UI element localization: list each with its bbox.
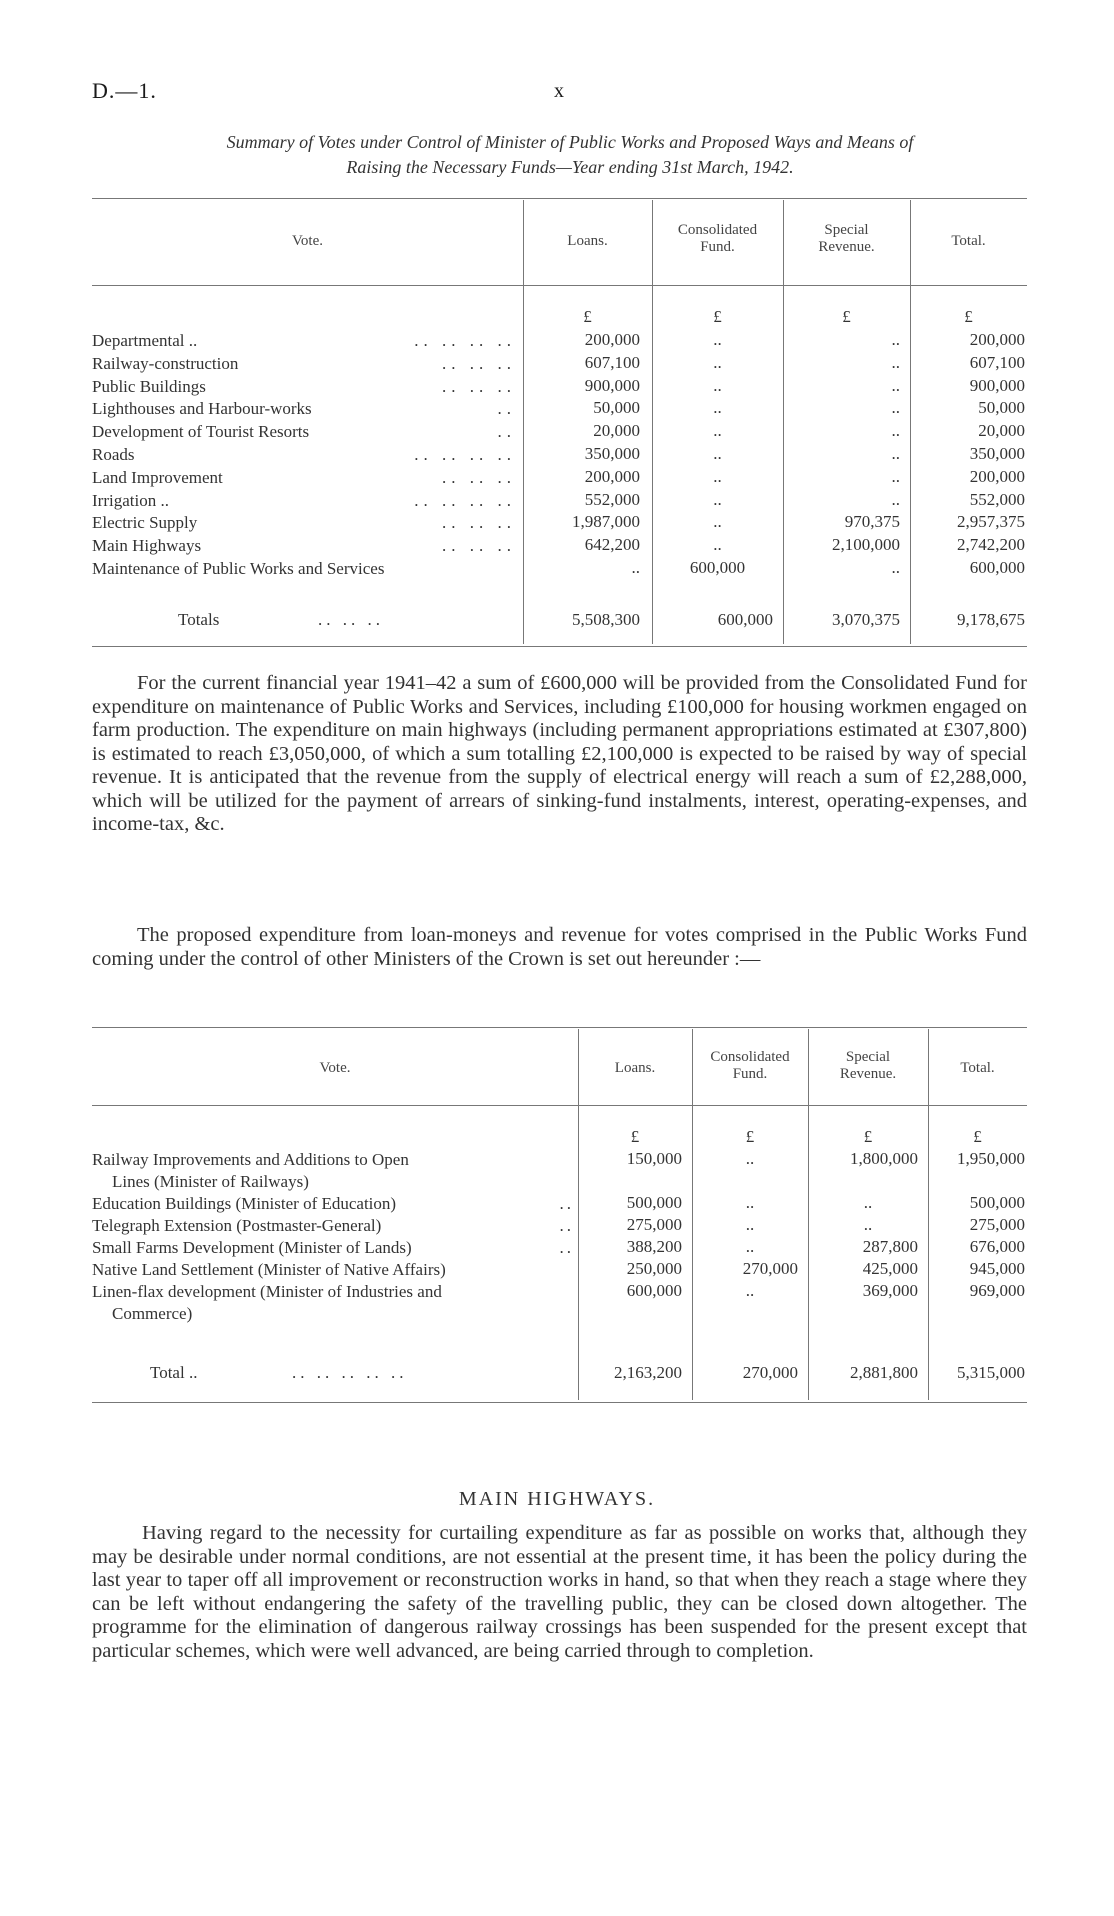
table1-bottom-rule: [92, 646, 1027, 647]
cell-loans: 150,000: [626, 1149, 682, 1168]
cell-special: ..: [863, 1215, 873, 1234]
table2-header-loans: Loans.: [614, 1060, 656, 1076]
row-dots: .. .. ..: [442, 513, 516, 532]
table2-top-rule: [92, 1027, 1027, 1028]
cell-special: ..: [891, 398, 900, 417]
row-label: Education Buildings (Minister of Education): [92, 1194, 397, 1213]
row-label: Electric Supply: [92, 513, 198, 532]
row-label: Development of Tourist Resorts: [92, 422, 310, 441]
table2-totals-consolidated: 270,000: [742, 1363, 798, 1382]
caption-line-1: Summary of Votes under Control of Minister of Public Works and Proposed Ways and Means of: [226, 132, 914, 152]
table2-header-total: Total.: [960, 1060, 995, 1076]
cell-total: 2,957,375: [957, 512, 1025, 531]
row-dots: ..: [497, 422, 516, 441]
cell-special: 369,000: [862, 1281, 918, 1300]
cell-loans: 200,000: [584, 330, 640, 349]
row-dots: .. .. ..: [442, 377, 516, 396]
row-dots: .. .. ..: [442, 468, 516, 487]
row-label: Irrigation ..: [92, 491, 169, 510]
table1-totals-special: 3,070,375: [832, 610, 900, 629]
cell-special: ..: [891, 444, 900, 463]
cell-total: 969,000: [969, 1281, 1025, 1300]
table1-totals-total: 9,178,675: [957, 610, 1025, 629]
cell-loans: 20,000: [593, 421, 640, 440]
cell-special: ..: [891, 558, 900, 577]
unit-total: £: [964, 307, 973, 326]
header-line: Consolidated: [677, 222, 758, 238]
cell-special: 1,800,000: [850, 1149, 918, 1168]
cell-loans: 552,000: [584, 490, 640, 509]
cell-total: 500,000: [969, 1193, 1025, 1212]
cell-consolidated: ..: [713, 330, 722, 349]
cell-consolidated: 600,000: [689, 558, 746, 577]
table-caption: [110, 130, 1030, 180]
table2-header-consolidated: [692, 1049, 808, 1083]
header-line: Special: [824, 222, 869, 238]
table2-totals-loans: 2,163,200: [614, 1363, 682, 1382]
cell-consolidated: ..: [745, 1193, 755, 1212]
row-dots: .. .. ..: [442, 354, 516, 373]
cell-total: 1,950,000: [957, 1149, 1025, 1168]
unit-total: £: [973, 1127, 982, 1146]
cell-total: 600,000: [969, 558, 1025, 577]
unit-special: £: [863, 1127, 873, 1146]
row-dots: ..: [497, 399, 516, 418]
cell-total: 275,000: [969, 1215, 1025, 1234]
cell-total: 2,742,200: [957, 535, 1025, 554]
unit-special: £: [842, 307, 851, 326]
cell-consolidated: ..: [713, 444, 722, 463]
cell-loans: 50,000: [593, 398, 640, 417]
row-dots: .. .. .. ..: [414, 445, 516, 464]
table1-header-special: [783, 222, 910, 256]
cell-consolidated: ..: [745, 1215, 755, 1234]
cell-special: ..: [891, 353, 900, 372]
cell-consolidated: 270,000: [742, 1259, 798, 1278]
table2-bottom-rule: [92, 1402, 1027, 1403]
row-label: Railway-construction: [92, 354, 239, 373]
row-label-continued: Commerce): [112, 1304, 193, 1323]
cell-special: ..: [891, 490, 900, 509]
table1-totals-dots: .. .. ..: [318, 610, 384, 629]
cell-total: 552,000: [969, 490, 1025, 509]
row-label: Maintenance of Public Works and Services: [92, 559, 385, 578]
cell-consolidated: ..: [713, 467, 722, 486]
table1-totals-consolidated: 600,000: [717, 610, 773, 629]
row-label: Linen-flax development (Minister of Industries and: [92, 1282, 442, 1301]
row-label: Small Farms Development (Minister of Lands): [92, 1238, 412, 1257]
cell-total: 945,000: [969, 1259, 1025, 1278]
paragraph-consolidated-fund: For the current financial year 1941–42 a sum of £600,000 will be provided from the Consolidated Fund for expenditure on maintenance of Public Works and Services, including £100,000 for housing workmen engaged on farm production. The expenditure on main highways (including permanent appropriations estimated at £307,800) is estimated to reach £3,050,000, of which a sum totalling £2,100,000 is expected to be raised by way of special revenue. It is anticipated that the revenue from the supply of electrical energy will reach a sum of £2,288,000, which will be utilized for the payment of arrears of sinking-fund instalments, interest, operating-expenses, and income-tax, &c.: [92, 672, 1027, 835]
row-dots: ..: [559, 1216, 574, 1235]
row-dots: .. .. .. ..: [414, 331, 516, 350]
row-dots: .. .. .. ..: [414, 491, 516, 510]
cell-loans: 200,000: [584, 467, 640, 486]
table2-header-rule: [92, 1105, 1027, 1106]
row-label: Telegraph Extension (Postmaster-General): [92, 1216, 382, 1235]
cell-consolidated: ..: [713, 398, 722, 417]
cell-loans: 900,000: [584, 376, 640, 395]
cell-total: 676,000: [969, 1237, 1025, 1256]
page-reference: D.—1.: [92, 78, 157, 103]
cell-special: 287,800: [862, 1237, 918, 1256]
row-label: Lighthouses and Harbour-works: [92, 399, 312, 418]
row-label: Departmental ..: [92, 331, 198, 350]
cell-consolidated: ..: [745, 1281, 755, 1300]
cell-loans: 1,987,000: [572, 512, 640, 531]
cell-total: 50,000: [978, 398, 1025, 417]
table1-header-loans: Loans.: [567, 233, 608, 249]
cell-loans: 250,000: [626, 1259, 682, 1278]
unit-loans: £: [630, 1127, 640, 1146]
cell-loans: 607,100: [584, 353, 640, 372]
cell-consolidated: ..: [713, 353, 722, 372]
cell-loans: 388,200: [626, 1237, 682, 1256]
cell-loans: 500,000: [626, 1193, 682, 1212]
cell-special: ..: [863, 1193, 873, 1212]
unit-consolidated: £: [713, 307, 722, 326]
header-line: Consolidated: [710, 1049, 790, 1065]
cell-loans: 642,200: [584, 535, 640, 554]
cell-total: 200,000: [969, 330, 1025, 349]
paragraph-main-highways: Having regard to the necessity for curtailing expenditure as far as possible on works that, although they may be desirable under normal conditions, are not essential at the present time, it has been the policy during the last year to taper off all improvement or reconstruction works in hand, so that when they reach a stage where they can be left without endangering the safety of the travelling public, they can be closed down altogether. The programme for the elimination of dangerous railway crossings has been suspended for the present except that particular schemes, which were well advanced, are being carried through to completion.: [92, 1522, 1027, 1662]
row-label: Roads: [92, 445, 135, 464]
row-dots: ..: [559, 1238, 574, 1257]
cell-special: ..: [891, 330, 900, 349]
table1-top-rule: [92, 198, 1027, 199]
table2-header-special: [808, 1049, 928, 1083]
cell-special: 2,100,000: [832, 535, 900, 554]
table2-totals-label: Total ..: [150, 1363, 198, 1382]
cell-total: 350,000: [969, 444, 1025, 463]
cell-consolidated: ..: [745, 1149, 755, 1168]
cell-loans: 600,000: [626, 1281, 682, 1300]
unit-consolidated: £: [745, 1127, 755, 1146]
cell-consolidated: ..: [745, 1237, 755, 1256]
cell-consolidated: ..: [713, 490, 722, 509]
table1-header-consolidated: [652, 222, 783, 256]
table1-header-total: Total.: [951, 233, 986, 249]
cell-total: 900,000: [969, 376, 1025, 395]
cell-special: ..: [891, 421, 900, 440]
cell-loans: 275,000: [626, 1215, 682, 1234]
row-label: Public Buildings: [92, 377, 206, 396]
cell-total: 607,100: [969, 353, 1025, 372]
row-dots: ..: [559, 1194, 574, 1213]
header-line: Special: [845, 1049, 891, 1065]
row-label: Main Highways: [92, 536, 202, 555]
cell-special: 425,000: [862, 1259, 918, 1278]
page-number: x: [554, 80, 564, 102]
row-label: Railway Improvements and Additions to Open: [92, 1150, 409, 1169]
table2-totals-special: 2,881,800: [850, 1363, 918, 1382]
header-line: Fund.: [732, 1066, 768, 1082]
row-label-continued: Lines (Minister of Railways): [112, 1172, 309, 1191]
cell-consolidated: ..: [713, 376, 722, 395]
table2-header-vote: Vote.: [319, 1060, 351, 1076]
cell-consolidated: ..: [713, 512, 722, 531]
cell-special: ..: [891, 376, 900, 395]
header-line: Revenue.: [839, 1066, 897, 1082]
row-label: Native Land Settlement (Minister of Native Affairs): [92, 1260, 446, 1279]
table1-header-vote: Vote.: [292, 233, 323, 249]
cell-consolidated: ..: [713, 421, 722, 440]
cell-total: 20,000: [978, 421, 1025, 440]
row-dots: .. .. ..: [442, 536, 516, 555]
row-label: Land Improvement: [92, 468, 223, 487]
table2-totals-total: 5,315,000: [957, 1363, 1025, 1382]
table1-totals-loans: 5,508,300: [572, 610, 640, 629]
cell-total: 200,000: [969, 467, 1025, 486]
section-title: MAIN HIGHWAYS.: [458, 1488, 656, 1510]
cell-loans: ..: [631, 558, 640, 577]
cell-special: ..: [891, 467, 900, 486]
caption-line-2: Raising the Necessary Funds—Year ending 31st March, 1942.: [346, 157, 794, 177]
cell-special: 970,375: [844, 512, 900, 531]
paragraph-other-ministers: The proposed expenditure from loan-moneys and revenue for votes comprised in the Public Works Fund coming under the control of other Ministers of the Crown is set out hereunder :—: [92, 924, 1027, 970]
table1-header-rule: [92, 285, 1027, 286]
unit-loans: £: [583, 307, 592, 326]
header-line: Revenue.: [818, 239, 875, 255]
header-line: Fund.: [700, 239, 735, 255]
cell-loans: 350,000: [584, 444, 640, 463]
cell-consolidated: ..: [713, 535, 722, 554]
table1-totals-label: Totals: [178, 610, 220, 629]
table2-totals-dots: .. .. .. .. ..: [292, 1363, 408, 1382]
